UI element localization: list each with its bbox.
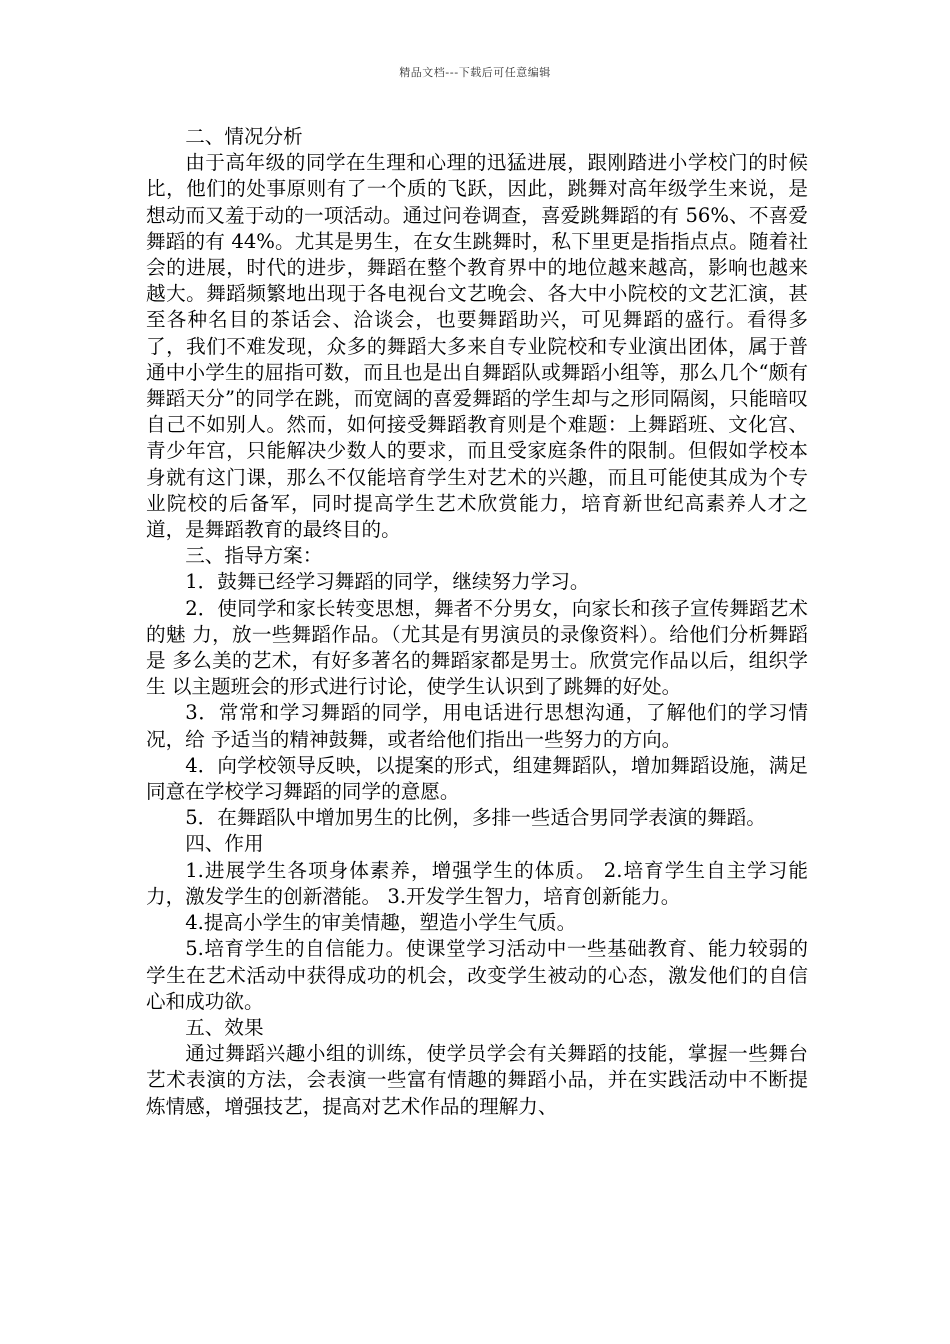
function-item-5: 5.培育学生的自信能力。使课堂学习活动中一些基础教育、能力较弱的学生在艺术活动中获得成功的机会，改变学生被动的心态，激发他们的自信心和成功欲。 <box>146 937 808 1013</box>
plan-item-3: 3．常常和学习舞蹈的同学，用电话进行思想沟通，了解他们的学习情况，给 予适当的精神鼓舞，或者给他们指出一些努力的方向。 <box>146 701 808 751</box>
document-body <box>146 124 808 1120</box>
paragraph-situation-analysis: 由于高年级的同学在生理和心理的迅猛进展，跟刚踏进小学校门的时候比，他们的处事原则有了一个质的飞跃，因此，跳舞对高年级学生来说，是想动而又羞于动的一项活动。通过问卷调查，喜爱跳舞蹈的有 56%、不喜爱舞蹈的有 44%。尤其是男生，在女生跳舞时，私下里更是指指点点。随着社会的进展，时代的进步，舞蹈在整个教育界中的地位越来越高，影响也越来越大。舞蹈频繁地出现于各电视台文艺晚会、各大中小院校的文艺汇演，甚至各种名目的茶话会、洽谈会，也要舞蹈助兴，可见舞蹈的盛行。看得多了，我们不难发现，众多的舞蹈大多来自专业院校和专业演出团体，属于普通中小学生的屈指可数，而且也是出自舞蹈队或舞蹈小组等，那么几个“颇有舞蹈天分”的同学在跳，而宽阔的喜爱舞蹈的学生却与之形同隔阂，只能暗叹自己不如别人。然而，如何接受舞蹈教育则是个难题：上舞蹈班、文化宫、青少年宫，只能解决少数人的要求，而且受家庭条件的限制。但假如学校本身就有这门课，那么不仅能培育学生对艺术的兴趣，而且可能使其成为个专业院校的后备军，同时提高学生艺术欣赏能力，培育新世纪高素养人才之道，是舞蹈教育的最终目的。 <box>146 151 808 542</box>
paragraph-effect: 通过舞蹈兴趣小组的训练，使学员学会有关舞蹈的技能，掌握一些舞台艺术表演的方法，会表演一些富有情趣的舞蹈小品，并在实践活动中不断提炼情感，增强技艺，提高对艺术作品的理解力、 <box>146 1042 808 1118</box>
section-heading-function: 四、作用 <box>185 832 264 856</box>
function-item-4: 4.提高小学生的审美情趣，塑造小学生气质。 <box>185 911 577 935</box>
plan-item-4: 4．向学校领导反映，以提案的形式，组建舞蹈队，增加舞蹈设施，满足同意在学校学习舞蹈的同学的意愿。 <box>146 753 808 804</box>
section-heading-effect: 五、效果 <box>185 1015 264 1039</box>
plan-item-2: 2．使同学和家长转变思想，舞者不分男女，向家长和孩子宣传舞蹈艺术的魅 力，放一些舞蹈作品。（尤其是有男演员的录像资料）。给他们分析舞蹈是 多么美的艺术，有好多著名的舞蹈家都是男士。欣赏完作品以后，组织学生 以主题班会的形式进行讨论，使学生认识到了跳舞的好处。 <box>146 596 808 699</box>
function-items-1-3: 1.进展学生各项身体素养，增强学生的体质。 2.培育学生自主学习能力，激发学生的创新潜能。 3.开发学生智力，培育创新能力。 <box>146 858 808 908</box>
section-heading-situation-analysis: 二、情况分析 <box>185 125 303 148</box>
section-heading-guidance-plan: 三、指导方案： <box>185 544 323 568</box>
page-header: 精品文档---下载后可任意编辑 <box>399 66 551 79</box>
plan-item-1: 1．鼓舞已经学习舞蹈的同学，继续努力学习。 <box>185 570 590 594</box>
plan-item-5: 5．在舞蹈队中增加男生的比例，多排一些适合男同学表演的舞蹈。 <box>185 806 766 830</box>
